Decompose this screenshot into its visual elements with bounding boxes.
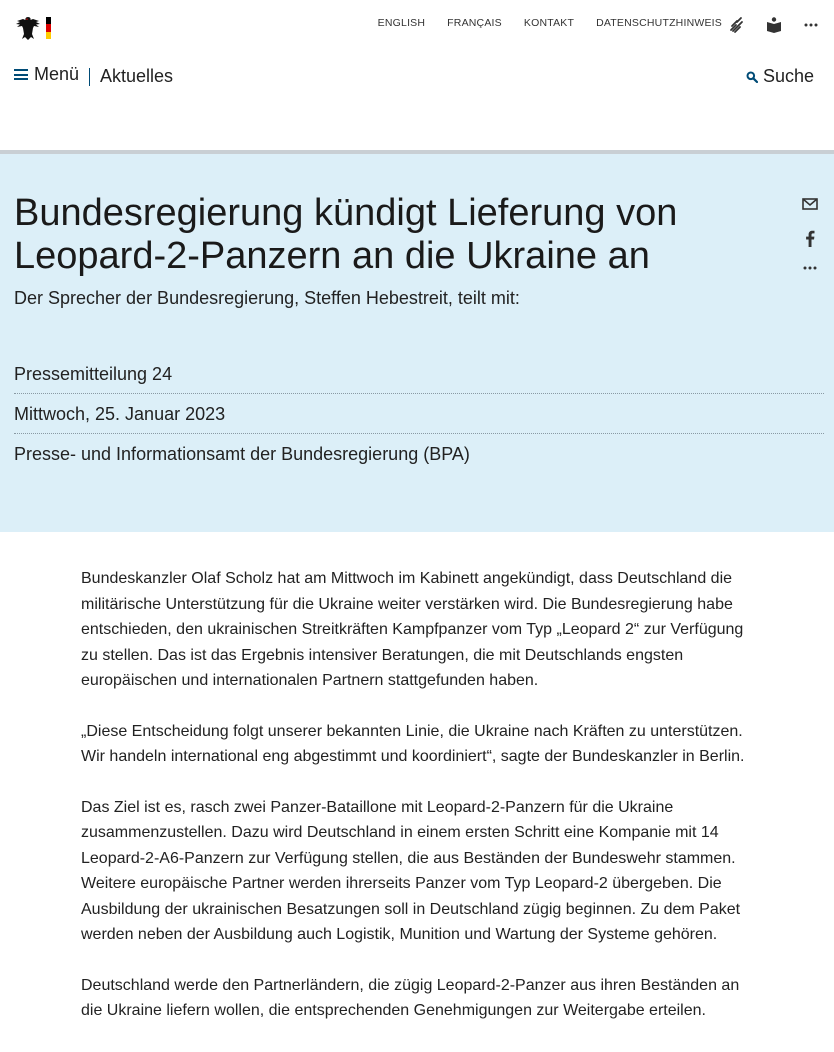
german-flag — [46, 17, 51, 39]
publication-date: Mittwoch, 25. Januar 2023 — [14, 394, 824, 434]
language-links — [378, 17, 722, 29]
mail-icon[interactable] — [800, 194, 820, 214]
article-meta — [14, 354, 824, 474]
easy-language-icon[interactable] — [763, 14, 785, 36]
search-button[interactable] — [746, 66, 814, 87]
facebook-icon[interactable] — [800, 228, 820, 248]
article-paragraph: „Diese Entscheidung folgt unserer bekannten Linie, die Ukraine nach Kräften zu unterstützen. Wir handeln international eng abgestimmt und koordiniert“, sagte der Bundeskanzler in Berlin. — [81, 722, 745, 765]
more-icon[interactable] — [800, 14, 822, 36]
link-kontakt[interactable]: KONTAKT — [523, 17, 575, 29]
press-release-number: Pressemitteilung 24 — [14, 354, 824, 394]
breadcrumb-aktuelles[interactable]: Aktuelles — [100, 66, 174, 86]
article-paragraph: Das Ziel ist es, rasch zwei Panzer-Bataillone mit Leopard-2-Panzern für die Ukraine zusammenzustellen. Dazu wird Deutschland in einem ersten Schritt eine Kompanie mit 14 Leopard-2-A6-Panzern zur Verfügung stellen, die aus Beständen der Bundeswehr stammen. Weitere europäische Partner werden ihrerseits Panzer vom Typ Leopard-2 übergeben. Die Ausbildung der ukrainischen Besatzungen soll in Deutschland zügig beginnen. Zu dem Paket werden neben der Ausbildung auch Logistik, Munition und Wartung der Systeme gehören. — [81, 798, 741, 943]
search-label: Suche — [762, 66, 814, 86]
menu-label: Menü — [34, 64, 80, 84]
publisher: Presse- und Informationsamt der Bundesregierung (BPA) — [14, 444, 470, 464]
search-icon — [746, 71, 758, 83]
bundesregierung-logo[interactable] — [14, 14, 54, 42]
breadcrumb-separator — [89, 68, 90, 86]
hamburger-icon — [14, 69, 28, 80]
article-body — [81, 566, 761, 1049]
link-english[interactable]: ENGLISH — [377, 17, 426, 29]
article-header — [0, 154, 834, 532]
link-francais[interactable]: FRANÇAIS — [447, 17, 502, 29]
article-paragraph: Bundeskanzler Olaf Scholz hat am Mittwoch im Kabinett angekündigt, dass Deutschland die militärische Unterstützung für die Ukraine weiter verstärken wird. Die Bundesregierung habe entschieden, den ukrainischen Streitkräften Kampfpanzer vom Typ „Leopard 2“ zur Verfügung zu stellen. Das ist das Ergebnis intensiver Beratungen, die mit Deutschlands engsten europäischen und internationalen Partnern stattgefunden haben. — [81, 570, 744, 689]
more-share-icon[interactable] — [800, 258, 820, 278]
article-subtitle: Der Sprecher der Bundesregierung, Steffen Hebestreit, teilt mit: — [14, 288, 520, 308]
top-bar — [0, 0, 834, 52]
page-title: Bundesregierung kündigt Lieferung von Leopard-2-Panzern an die Ukraine an — [14, 192, 678, 277]
eagle-icon — [14, 14, 42, 42]
article-paragraph: Deutschland werde den Partnerländern, die zügig Leopard-2-Panzer aus ihren Beständen an die Ukraine liefern wollen, die entsprechenden Genehmigungen zur Weitergabe erteilen. — [81, 976, 740, 1019]
menu-button[interactable] — [14, 64, 79, 85]
link-datenschutz[interactable]: DATENSCHUTZHINWEIS — [596, 17, 722, 29]
sign-language-icon[interactable] — [726, 14, 748, 36]
navigation-row — [0, 60, 834, 96]
